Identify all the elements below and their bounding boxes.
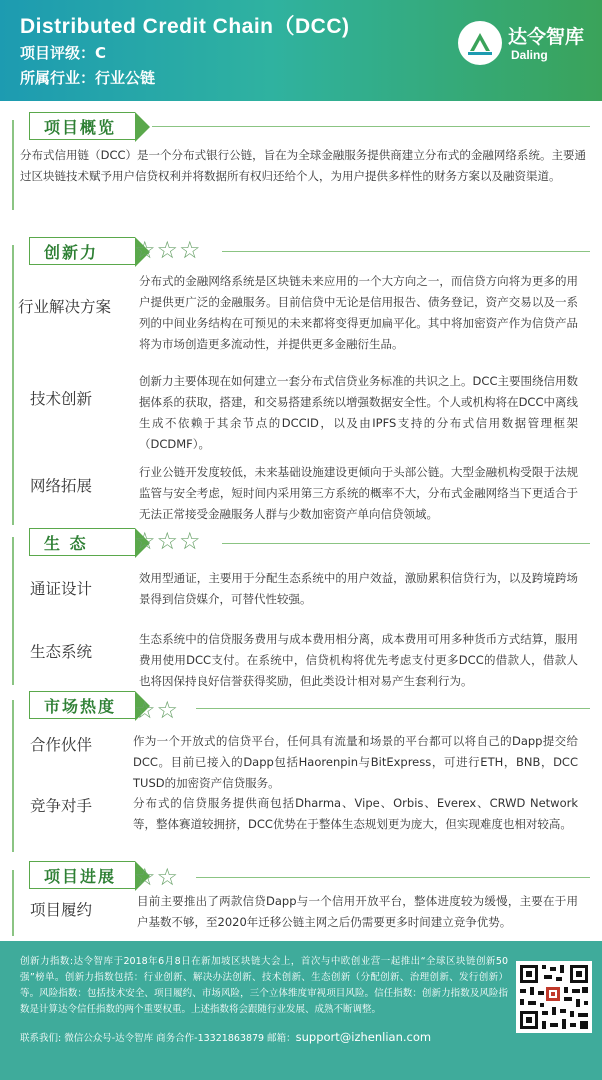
divider [12, 120, 14, 210]
section-title: 项目进展 [44, 866, 117, 886]
divider [12, 537, 14, 685]
qr-code-icon [516, 961, 592, 1033]
rating-label: 项目评级： [20, 44, 96, 62]
item-text: 目前主要推出了两款信贷Dapp与一个信用开放平台，整体进度较为缓慢，主要在于用户基数不够，至2020年迁移公链主网之后仍需要更多时间建立竞争优势。 [137, 894, 578, 929]
ecosystem-rating-stars: ☆☆☆ [134, 527, 202, 555]
item-text: 生态系统中的信贷服务费用与成本费用相分离，成本费用可用多种货币方式结算，服用费用使用DCC支付。在系统中，信贷机构将优先考虑支付更多DCC的借款人，借款人也将因保持良好信誉获得奖励，但此类设计相对易产生套利行为。 [139, 632, 578, 688]
item-label: 通证设计 [30, 580, 93, 598]
section-tag-market [29, 691, 135, 719]
item-label: 行业解决方案 [18, 298, 112, 316]
section-title: 生 态 [44, 533, 88, 553]
footer [0, 941, 602, 1080]
email-link[interactable]: support@izhenlian.com [295, 1030, 432, 1044]
innovation-rating-stars: ☆☆☆ [134, 236, 202, 264]
rating-value: C [95, 44, 107, 62]
section-tag-progress [29, 861, 135, 889]
section-title: 创新力 [44, 242, 99, 262]
item-text: 作为一个开放式的信贷平台，任何具有流量和场景的平台都可以将自己的Dapp提交给DCC。目前已接入的Dapp包括Haorenpin与BitExpress，可进行ETH，BNB，DCC TUSD的加密资产信贷服务。 [133, 734, 578, 790]
item-label: 项目履约 [30, 901, 93, 919]
project-title: Distributed Credit Chain（DCC) [20, 15, 350, 38]
section-tag-overview [29, 112, 135, 140]
divider [222, 251, 590, 252]
item-label: 技术创新 [30, 390, 93, 408]
item-text: 分布式的金融网络系统是区块链未来应用的一个大方向之一，而信贷方向将为更多的用户提供更广泛的金融服务。目前信贷中无论是信用报告、债务登记，资产交易以及一系列的中间业务结构在可预见的未来都将变得更加扁平化。其中将加密资产作为信贷产品将为市场创造更多流动性，并提供更多金融衍生品。 [139, 274, 578, 351]
section-tag-ecosystem [29, 528, 135, 556]
divider [152, 126, 590, 127]
overview-text: 分布式信用链（DCC）是一个分布式银行公链，旨在为全球金融服务提供商建立分布式的金融网络系统。主要通过区块链技术赋予用户信贷权利并将数据所有权归还给个人，为用户提供多样性的财务方案以及融资渠道。 [20, 148, 586, 183]
item-text: 行业公链开发度较低，未来基础设施建设更倾向于头部公链。大型金融机构受限于法规监管与安全考虑，短时间内采用第三方系统的概率不大，分布式金融网络当下更适合于无法正常接受金融服务人群与少数加密资产单向信贷领域。 [139, 465, 578, 521]
item-label: 生态系统 [30, 643, 93, 661]
footer-description: 创新力指数:达令智库于2018年6月8日在新加坡区块链大会上，首次与中欧创业营一起推出“全球区块链创新50强”榜单。创新力指数包括：行业创新、解决办法创新、技术创新、生态创新（分配创新、治理创新、发行创新）等。风险指数：包括技术安全、项目履约、市场风险，三个立体维度审视项目风险。信任指数：创新力指数及风险指数是计算达令信任指数的两个重要权重。上述指数将会跟随行业发展、成熟不断调整。 [20, 956, 508, 1015]
brand-name-en: Daling [511, 48, 548, 62]
brand-name-cn: 达令智库 [508, 26, 585, 48]
header-banner [0, 0, 602, 101]
progress-rating-stars: ☆☆ [134, 863, 180, 891]
brand-logo-icon [458, 21, 502, 65]
section-title: 项目概览 [44, 117, 117, 137]
divider [196, 708, 590, 709]
item-label: 竞争对手 [30, 797, 93, 815]
industry-value: 行业公链 [95, 69, 156, 87]
item-label: 网络拓展 [30, 477, 93, 495]
item-text: 效用型通证，主要用于分配生态系统中的用户效益，激励累积信贷行为，以及跨境跨场景得到信贷媒介，可替代性较强。 [139, 571, 578, 606]
divider [222, 543, 590, 544]
section-tag-innovation [29, 237, 135, 265]
divider [12, 700, 14, 852]
industry-line [20, 67, 155, 88]
divider [196, 877, 590, 878]
divider [12, 245, 14, 525]
contact-line [20, 1030, 431, 1044]
item-label: 合作伙伴 [30, 736, 93, 754]
rating-line [20, 42, 106, 63]
industry-label: 所属行业： [20, 69, 96, 87]
market-rating-stars: ☆☆ [134, 696, 180, 724]
item-text: 分布式的信贷服务提供商包括Dharma、Vipe、Orbis、Everex、CRWD Network等，整体赛道较拥挤，DCC优势在于整体生态规划更为庞大，但实现难度也相对较高。 [133, 796, 578, 831]
divider [12, 870, 14, 936]
section-title: 市场热度 [44, 696, 117, 716]
item-text: 创新力主要体现在如何建立一套分布式信贷业务标准的共识之上。DCC主要围绕信用数据体系的获取，搭建，和交易搭建系统以增强数据安全性。个人或机构将在DCC中离线生成不依赖于其余节点的DCCID，以及由IPFS支持的分布式信用数据管理框架（DCDMF）。 [139, 374, 578, 451]
contact-text: 联系我们: 微信公众号-达令智库 商务合作-13321863879 邮箱： [20, 1033, 296, 1044]
